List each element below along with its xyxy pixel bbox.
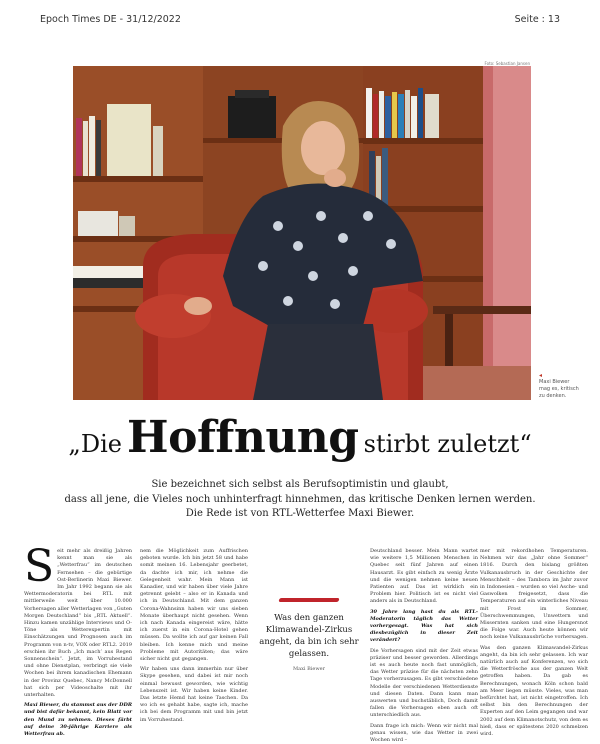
pull-quote-text: Was den ganzen Klimawandel-Zirkus angeht, da bin ich sehr gelassen. — [259, 613, 359, 659]
headline-open: „Die — [68, 430, 122, 458]
pull-quote — [255, 598, 363, 672]
paragraph: Deutschland besser. Mein Mann wartet wie weitere 1,5 Millionen Menschen in Quebec seit fünf Jahren auf einen Hausarzt. Es gibt einfach zu wenig Ärzte und die wenigen nehmen keine neuen Patienten auf. Das ist wirklich ein Problem hier. Politisch ist es nicht viel anders als in Deutschland. — [370, 548, 478, 605]
article-column-2 — [140, 548, 248, 738]
pull-quote-accent — [278, 598, 339, 602]
paragraph: mer mit rekordhohen Temperaturen. Nehmen wir das „Jahr ohne Sommer“ 1816. Durch den bislang größten Vulkanausbruch in der Geschichte der Menschheit – des Tambora im Jahr zuvor in Indonesien – wurden so viel Asche- und Gaswolken freigesetzt, dass die Temperaturen auf ein winterliches Niveau mit Frost im Sommer, Überschwemmungen, Unwettern und Missernten sanken und eine Hungersnot die Folge war. Auch heute können wir noch keine Vulkanausbrüche vorhersagen. — [480, 548, 588, 641]
photo-caption-text: Maxi Biewer mag es, kritisch zu denken. — [539, 379, 579, 399]
subline-2: dass all jene, die Vieles noch unhinterfragt hinnehmen, das kritische Denken lernen werden. — [64, 493, 536, 505]
paragraph: nem die Möglichkeit zum Auffrischen geboten wurde. Ich bin jetzt 58 und habe somit meinen 16. Lebensjahr geerbetet, da dachte ich mir, ich nehme die Gelegenheit wahr. Mein Mann ist Kanadier, und wir haben über viele Jahre getrennt gelebt – also er in Kanada und ich in Deutschland. Mit dem ganzen Corona-Wahnsinn haben wir uns sieben Monate überhaupt nicht gesehen. Wenn ich nach Kanada eingereist wäre, hätte ich zuerst in ein Corona-Hotel gehen müssen. Da wollte ich auf gar keinen Fall bleiben. Ich kenne mich und meine Probleme mit Autoritäten; das wäre sicher nicht gut gegangen. — [140, 548, 248, 663]
headline-main: Hoffnung — [127, 412, 359, 463]
paragraph: Seit mehr als dreißig Jahren kennt man sie als „Wetterfrau“ im deutschen Fernsehen – die gebürtige Ost-Berlinerin Maxi Biewer. Im Jahr 1992 begann sie als Wettermoderatorin bei RTL mit mittlerweile weit über 10.000 Vorhersagen aller Wetterlagen von „Guten Morgen Deutschland“ bis „RTL Aktuell“. Hinzu kamen unzählige Interviews und O-Töne als Wetterexpertin mit Einschätzungen und Prognosen auch im Programm von n-tv, VOX oder RTL2. 2019 erschien ihr Buch „Ich mach’ aus Regen Sonnenschein“. Jetzt, im Vorruhestand und ohne Dienstplan, verbringt sie viele Wochen bei ihrem kanadischen Ehemann in der Provinz Quebec, Nancy McDonnell hat sich per Videoschalte mit ihr unterhalten. — [24, 541, 133, 699]
article-subline — [40, 478, 560, 522]
subline-1: Sie bezeichnet sich selbst als Berufsoptimistin und glaubt, — [151, 479, 449, 490]
article-column-3 — [370, 548, 478, 744]
drop-cap: S — [24, 541, 55, 592]
article-headline — [40, 412, 560, 463]
pull-quote-author: Maxi Biewer — [293, 666, 325, 672]
paragraph: Wir haben uns dann immerhin nur über Skype gesehen, und dabei ist mir noch einmal bewusst geworden, wie wichtig Lebenszeit ist. Wir haben keine Kinder. Das letzte Hemd hat keine Taschen. Da wo ich es gehabt habe, sagte ich, mache ich bei dem Programm mit und bin jetzt im Vorruhestand. — [140, 666, 248, 723]
paragraph: Dann frage ich mich: Wenn wir nicht mal genau wissen, wie das Wetter in zwei Wochen wird – — [370, 722, 478, 744]
portrait-photo — [73, 66, 531, 400]
photo-credit: Foto: Sebastian Jansen — [484, 61, 530, 66]
publication-date: Epoch Times DE - 31/12/2022 — [40, 14, 181, 25]
interview-question: 30 Jahre lang hast du als RTL-Moderatorin täglich das Wetter vorhergesagt. Was hat sich diesbezüglich in dieser Zeit verändert? — [370, 608, 478, 644]
article-column-1 — [24, 541, 133, 738]
subline-3: Die Rede ist von RTL-Wetterfee Maxi Biewer. — [185, 508, 415, 519]
interview-question: Maxi Biewer, du stammst aus der DDR und bist dafür bekannt, kein Blatt vor den Mund zu nehmen. Dieses färbt auf deine 30-jährige Karriere als Wetterfrau ab. — [24, 702, 132, 738]
article-column-4 — [480, 548, 588, 738]
photo-caption — [539, 372, 579, 400]
portrait-illustration — [73, 66, 531, 400]
paragraph: Was den ganzen Klimawandel-Zirkus angeht, da bin ich sehr gelassen. Ich war natürlich auch auf Konferenzen, wo sich die Wetterfrösche aus der ganzen Welt getroffen haben. Da gab es Berechnungen, wonach Köln schon bald am Meer liegen müsste. Vieles, was man befürchtet hat, ist nicht eingetroffen. Ich selbst bin den Berechnungen der Experten auf den Leim gegangen und war 2002 auf dem Klimanotschutz, von dem es hieß, dass er spätestens 2020 schmelzen wird. — [480, 644, 588, 738]
page-number: Seite : 13 — [514, 14, 560, 25]
paragraph: Die Vorhersagen sind mit der Zeit etwas präziser und besser geworden. Allerdings ist es auch heute noch fast unmöglich, das Wetter präzise für die nächsten zehn Tage vorherzusagen. Es gibt verschiedene Modelle der verschiedenen Wetterdienste und diesen Daten. Dann kann man auswerten und buchstäblich, Doch damit fallen die Vorhersagen eben auch oft unterschiedlich aus. — [370, 647, 478, 719]
page-header — [40, 14, 560, 28]
caption-marker-icon: ◂ — [539, 372, 543, 379]
headline-rest: stirbt zuletzt“ — [363, 430, 532, 458]
